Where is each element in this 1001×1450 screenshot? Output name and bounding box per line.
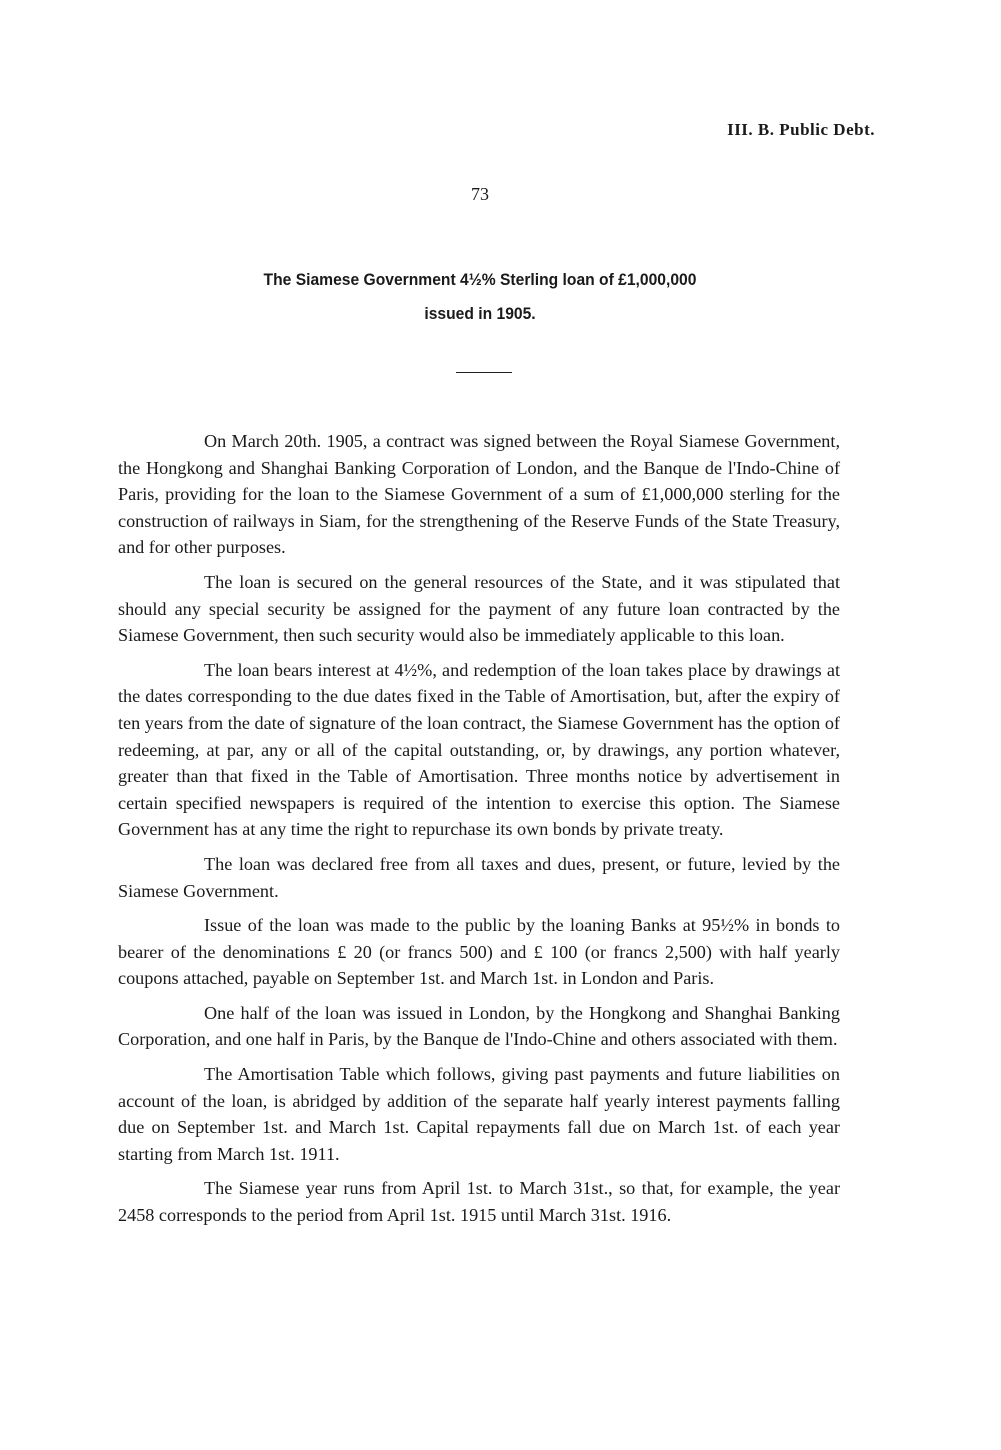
paragraph-1: On March 20th. 1905, a contract was signed between the Royal Siamese Government, the Hongkong and Shanghai Banking Corporation of London, and the Banque de l'Indo-Chine of Paris, providing for the loan to the Siamese Government of a sum of £1,000,000 sterling for the construction of railways in Siam, for the strengthening of the Reserve Funds of the State Treasury, and for other purposes.	[118, 431, 840, 558]
paragraph-7: The Amortisation Table which follows, giving past payments and future liabilities on account of the loan, is abridged by addition of the separate half yearly interest payments falling due on September 1st. and March 1st. Capital repayments fall due on March 1st. of each year starting from March 1st. 1911.	[118, 1064, 840, 1164]
title-divider	[456, 372, 512, 373]
paragraph-4: The loan was declared free from all taxes and dues, present, or future, levied by the Siamese Government.	[118, 853, 840, 901]
title-line-1: The Siamese Government 4½% Sterling loan of £1,000,000	[263, 270, 697, 289]
page-number: 73	[471, 184, 489, 204]
title-line-2: issued in 1905.	[424, 304, 536, 323]
paragraph-5: Issue of the loan was made to the public by the loaning Banks at 95½% in bonds to bearer of the denominations £ 20 (or francs 500) and £ 100 (or francs 2,500) with half yearly coupons attached, payable on September 1st. and March 1st. in London and Paris.	[118, 915, 840, 989]
section-header: III. B. Public Debt.	[727, 120, 875, 139]
document-body	[118, 428, 840, 1237]
paragraph-6: One half of the loan was issued in London, by the Hongkong and Shanghai Banking Corporation, and one half in Paris, by the Banque de l'Indo-Chine and others associated with them.	[118, 1002, 840, 1050]
document-title	[176, 263, 783, 331]
paragraph-3: The loan bears interest at 4½%, and redemption of the loan takes place by drawings at the dates corresponding to the due dates fixed in the Table of Amortisation, but, after the expiry of ten years from the date of signature of the loan contract, the Siamese Government has the option of redeeming, at par, any or all of the capital outstanding, or, by drawings, any portion whatever, greater than that fixed in the Table of Amortisation. Three months notice by advertisement in certain specified newspapers is required of the intention to exercise this option. The Siamese Government has at any time the right to repurchase its own bonds by private treaty.	[118, 659, 840, 840]
paragraph-2: The loan is secured on the general resources of the State, and it was stipulated that should any special security be assigned for the payment of any future loan contracted by the Siamese Government, then such security would also be immediately applicable to this loan.	[118, 571, 840, 646]
paragraph-8: The Siamese year runs from April 1st. to March 31st., so that, for example, the year 2458 corresponds to the period from April 1st. 1915 until March 31st. 1916.	[118, 1178, 840, 1226]
